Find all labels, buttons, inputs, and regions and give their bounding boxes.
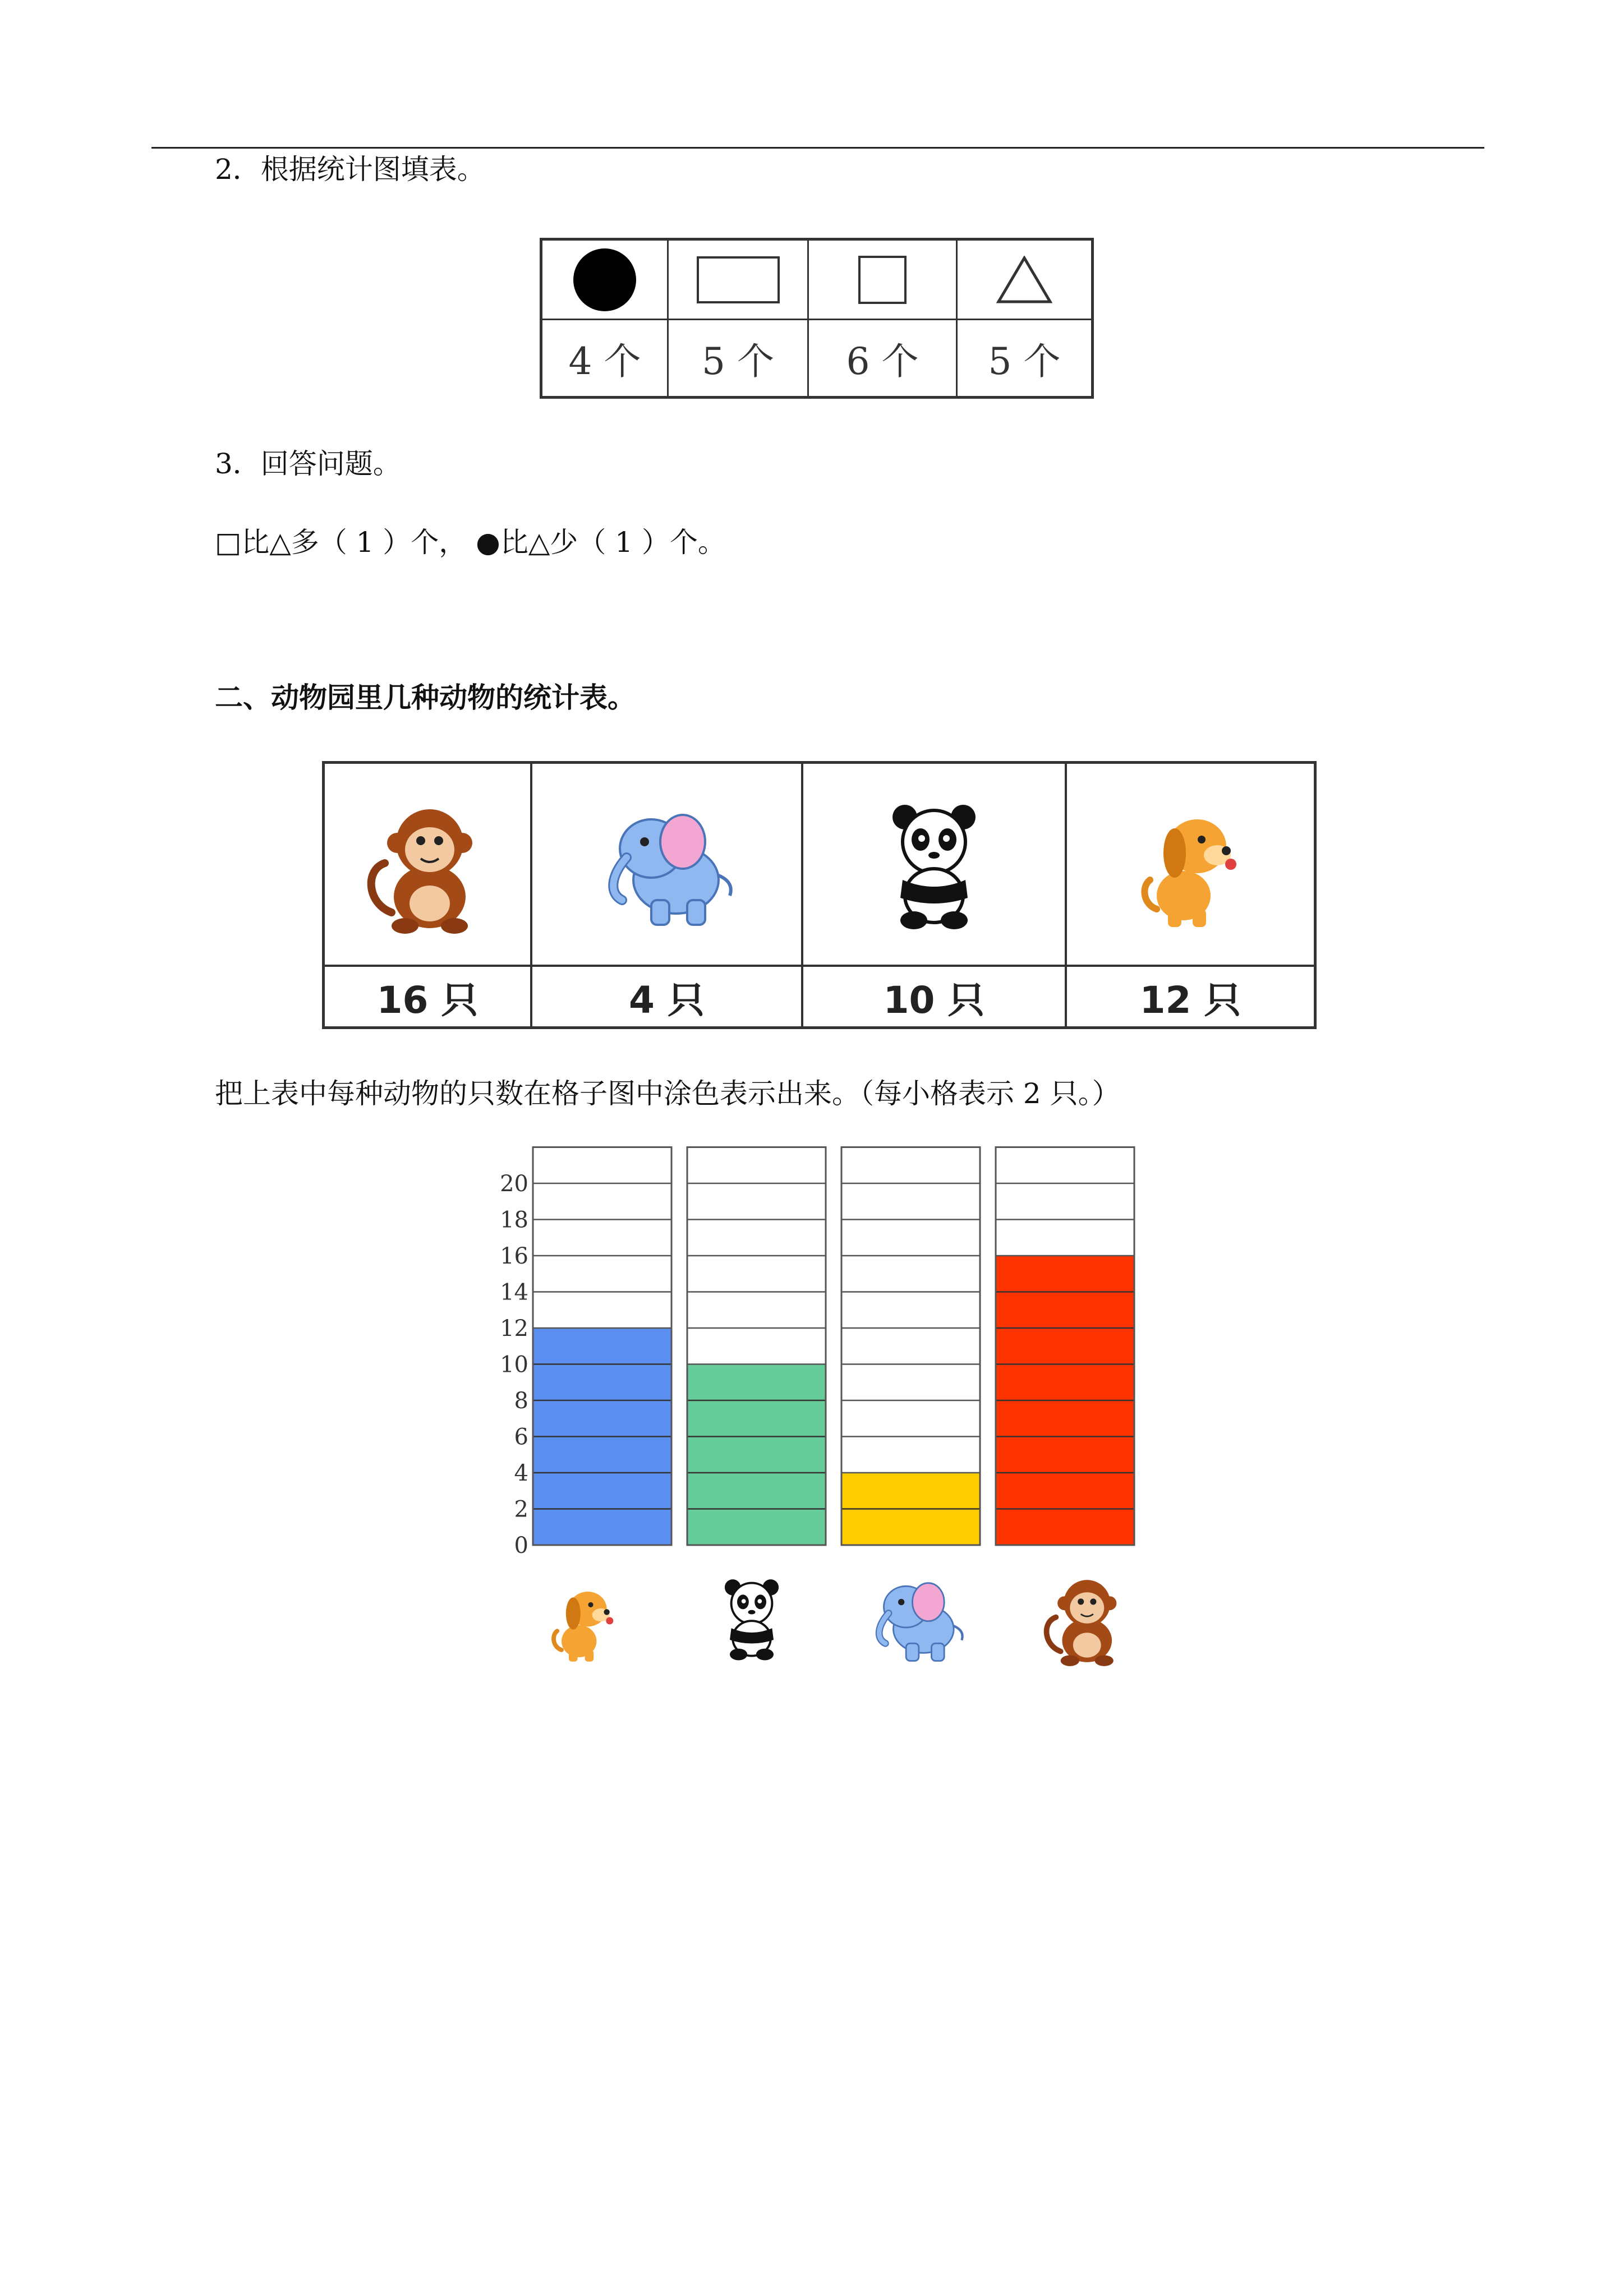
animal-count: 12 只 <box>1139 978 1241 1022</box>
elephant-icon <box>861 1570 973 1666</box>
dog-icon <box>1134 797 1246 932</box>
y-tick-label: 18 <box>500 1207 528 1233</box>
chart-grid <box>533 1147 1134 1546</box>
animal-count: 16 只 <box>325 967 532 1026</box>
shape-count: 5 个 <box>988 340 1061 383</box>
monkey-icon <box>360 791 495 937</box>
y-tick-label: 12 <box>500 1316 528 1341</box>
y-tick-label: 0 <box>514 1533 528 1559</box>
panda-icon <box>878 797 990 932</box>
panda-icon <box>715 1570 788 1666</box>
monkey-icon <box>1038 1567 1133 1668</box>
filled-circle-icon <box>573 248 636 311</box>
item3-heading: 3．回答问题。 <box>215 448 401 480</box>
shape-count: 5 个 <box>669 320 809 396</box>
header-rule <box>151 147 1484 149</box>
y-tick-label: 14 <box>500 1279 528 1306</box>
y-tick-label: 8 <box>514 1388 528 1414</box>
rectangle-icon <box>697 256 780 303</box>
y-tick-label: 6 <box>514 1424 528 1450</box>
shape-cell-triangle <box>958 241 1091 320</box>
animal-count: 10 只 <box>803 967 1067 1026</box>
chart-y-ticks <box>500 1171 528 1559</box>
animal-count: 4 只 <box>532 967 803 1026</box>
animal-cell-monkey <box>325 764 532 967</box>
y-tick-label: 4 <box>514 1460 528 1486</box>
animal-cell-panda <box>803 764 1067 967</box>
y-tick-label: 2 <box>514 1496 528 1523</box>
question-line: □比△多（ 1 ）个， ●比△少（ 1 ）个。 <box>215 526 726 559</box>
shape-cell-rectangle <box>669 241 809 320</box>
shape-cell-circle <box>542 241 669 320</box>
y-tick-label: 20 <box>500 1171 528 1197</box>
item2-heading: 2．根据统计图填表。 <box>215 153 485 186</box>
y-tick-label: 16 <box>500 1243 528 1269</box>
grid-chart <box>482 1144 1156 1570</box>
y-tick-label: 10 <box>500 1352 528 1378</box>
bar-panda <box>687 1364 826 1546</box>
shape-count: 6 个 <box>809 320 958 396</box>
shape-cell-square <box>809 241 958 320</box>
triangle-icon <box>996 256 1052 304</box>
section2-heading: 二、动物园里几种动物的统计表。 <box>215 681 636 714</box>
animal-cell-elephant <box>532 764 803 967</box>
square-icon <box>858 256 907 304</box>
shape-count-table <box>540 238 1094 399</box>
shape-count: 4 个 <box>542 320 669 396</box>
elephant-icon <box>588 797 746 932</box>
instruction-line: 把上表中每种动物的只数在格子图中涂色表示出来。（每小格表示 2 只。） <box>215 1077 1120 1110</box>
animal-cell-dog <box>1067 764 1314 967</box>
dog-icon <box>547 1573 620 1668</box>
animal-count-table <box>322 761 1317 1029</box>
